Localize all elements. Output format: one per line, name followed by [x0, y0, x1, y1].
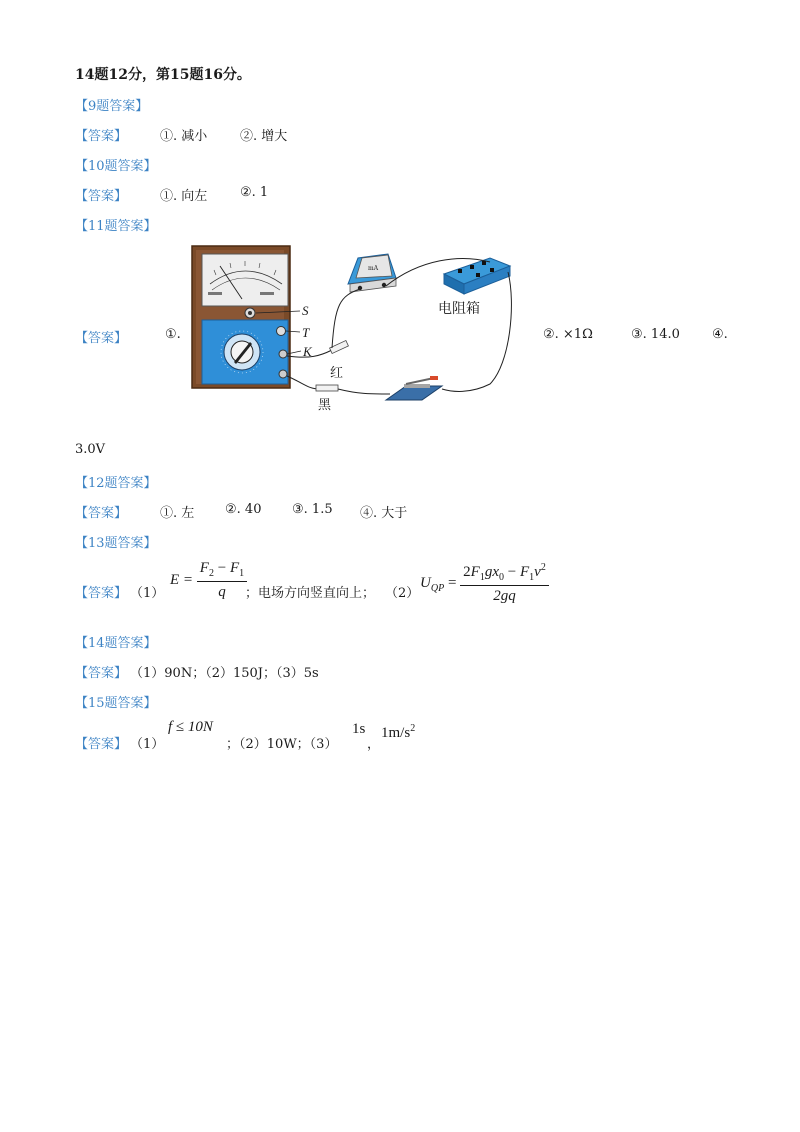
- q9-answer-2: ②. 增大: [240, 129, 288, 144]
- q9-answer-1: ①. 减小: [160, 129, 208, 144]
- q13-direction-text: ；电场方向竖直向上；: [245, 586, 376, 601]
- q14-answer-label: 【答案】: [75, 666, 128, 681]
- figure-label-black: 黑: [318, 398, 332, 413]
- multimeter-circuit-figure: [190, 244, 520, 414]
- figure-label-k: K: [303, 344, 312, 359]
- q12-answer-label: 【答案】: [75, 506, 128, 521]
- q12-answer-2: ②. 40: [225, 502, 262, 517]
- q13-potential-difference-formula: $U_{QP}$ = $\frac{2F_1gx_0 - F_1v^2}{2gq}$: [420, 562, 549, 605]
- black-probe: [316, 385, 338, 391]
- q10-answer-1: ①. 向左: [160, 189, 208, 204]
- q15-comma: ，: [367, 737, 381, 752]
- q13-electric-field-formula: E = $\frac{F_2 - F_1}{q}$: [170, 560, 247, 601]
- q10-answer-2: ②. 1: [240, 185, 269, 200]
- q13-answer-label: 【答案】: [75, 586, 128, 601]
- milliammeter: [348, 254, 396, 292]
- q9-heading: 【9题答案】: [75, 99, 149, 114]
- knob-t: [277, 327, 286, 336]
- q11-answer-4: ④.: [712, 327, 728, 342]
- q10-heading: 【10题答案】: [75, 159, 157, 174]
- figure-label-s: S: [302, 303, 309, 318]
- section-header: 14题12分，第15题16分。: [75, 67, 251, 83]
- q13-part-1: （1）: [130, 586, 165, 601]
- figure-label-resistance-box: 电阻箱: [438, 301, 480, 317]
- figure-label-ma: mA: [368, 265, 379, 272]
- q15-answer-label: 【答案】: [75, 737, 128, 752]
- terminal-com: [279, 370, 287, 378]
- q14-heading: 【14题答案】: [75, 636, 157, 651]
- q15-time: 1s: [352, 721, 366, 737]
- terminal-k: [279, 350, 287, 358]
- q12-answer-3: ③. 1.5: [292, 502, 333, 517]
- figure-label-t: T: [302, 325, 310, 340]
- q11-answer-4-value: 3.0V: [75, 442, 106, 457]
- q11-answer-3: ③. 14.0: [631, 327, 680, 342]
- q9-answer-label: 【答案】: [75, 129, 128, 144]
- q12-answer-4: ④. 大于: [360, 506, 408, 521]
- resistance-box: [444, 258, 510, 294]
- q15-acceleration: $1m/s^2$: [381, 723, 416, 741]
- figure-label-red: 红: [330, 366, 344, 381]
- q11-answer-2: ②. ×1Ω: [543, 327, 593, 342]
- q12-answer-1: ①. 左: [160, 506, 195, 521]
- q13-heading: 【13题答案】: [75, 536, 157, 551]
- q15-power-and-part-3: ；（2）10W；（3）: [226, 737, 338, 752]
- q15-heading: 【15题答案】: [75, 696, 157, 711]
- switch: [386, 376, 442, 400]
- q11-heading: 【11题答案】: [75, 219, 157, 234]
- q12-heading: 【12题答案】: [75, 476, 157, 491]
- q14-answer: （1）90N；（2）150J；（3）5s: [130, 666, 319, 681]
- q13-part-2: （2）: [385, 586, 420, 601]
- q11-answer-1: ①.: [165, 327, 181, 342]
- q10-answer-label: 【答案】: [75, 189, 128, 204]
- q15-part-1: （1）: [130, 737, 165, 752]
- multimeter: [192, 246, 290, 388]
- q11-answer-label: 【答案】: [75, 331, 128, 346]
- q15-friction-condition: f ≤ 10N: [168, 719, 213, 735]
